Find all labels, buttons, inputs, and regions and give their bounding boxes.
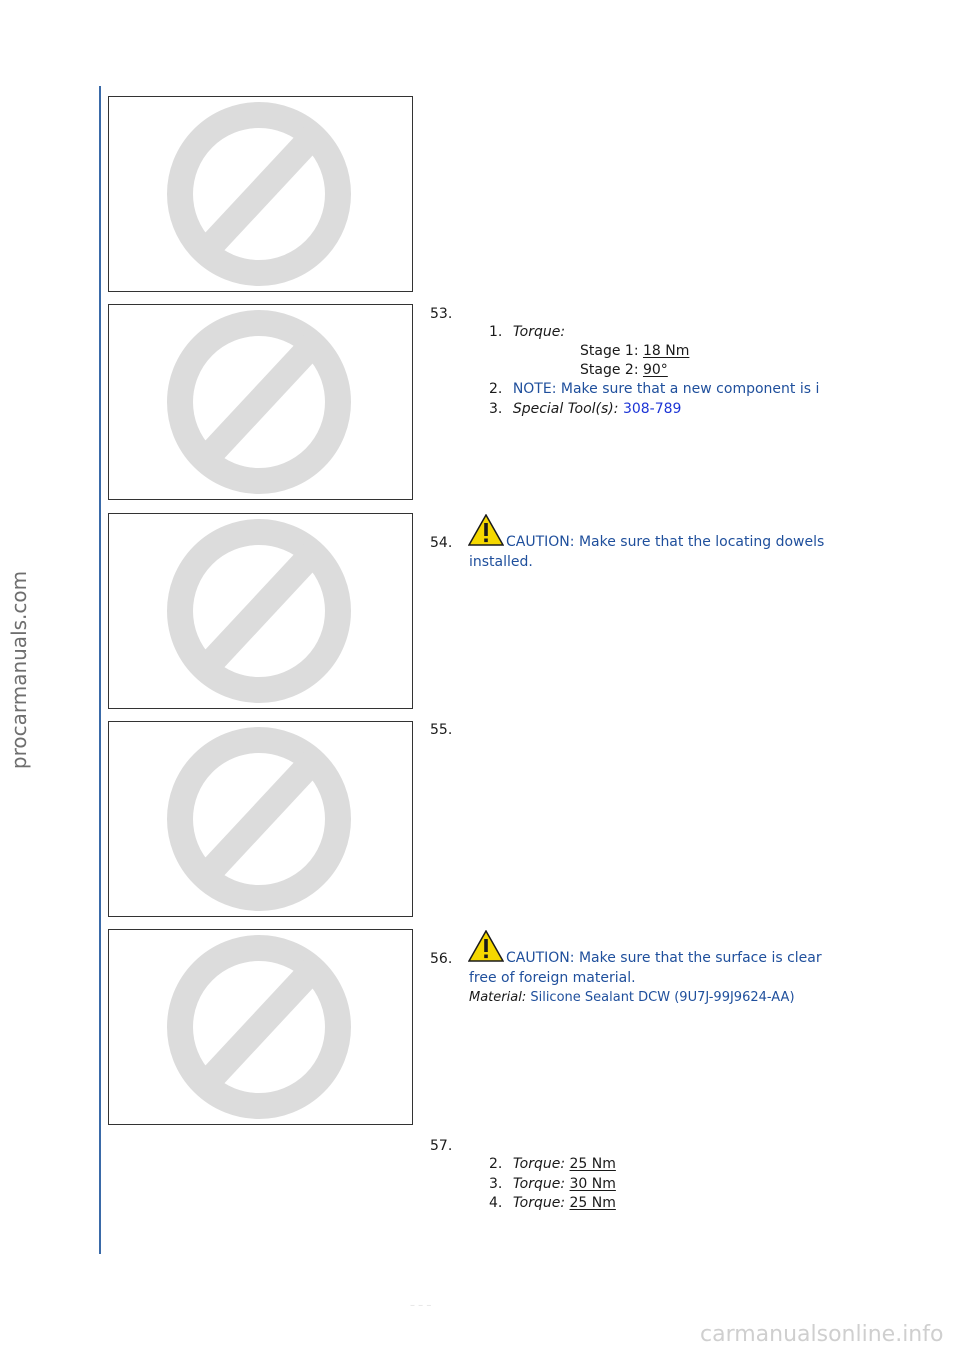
no-image-icon bbox=[109, 305, 412, 499]
step-55 bbox=[430, 722, 875, 742]
footer-watermark: carmanualsonline.info bbox=[700, 1322, 944, 1347]
item-number: 3. bbox=[489, 401, 503, 417]
special-tool-link[interactable]: 308-789 bbox=[622, 401, 682, 417]
torque-value: 25 Nm bbox=[569, 1156, 616, 1172]
step-number: 54. bbox=[430, 535, 453, 551]
caution-text: CAUTION: Make sure that the locating dowels bbox=[506, 534, 825, 550]
stage-label: Stage 1: bbox=[580, 343, 639, 359]
material-label: Material: bbox=[469, 990, 527, 1005]
item-number: 3. bbox=[489, 1176, 503, 1192]
step-number: 53. bbox=[430, 306, 453, 322]
torque-value: 18 Nm bbox=[642, 343, 690, 359]
warning-triangle-icon bbox=[468, 514, 504, 546]
torque-label: Torque: bbox=[512, 1176, 566, 1192]
no-image-icon bbox=[109, 722, 412, 916]
material-value: Silicone Sealant DCW (9U7J-99J9624-AA) bbox=[530, 990, 795, 1005]
item-number: 2. bbox=[489, 381, 503, 397]
item-number: 2. bbox=[489, 1156, 503, 1172]
figure-placeholder bbox=[108, 721, 413, 917]
torque-value: 90° bbox=[642, 362, 668, 378]
step-57 bbox=[430, 1138, 875, 1218]
page-footer-faint: – – – bbox=[410, 1300, 432, 1311]
step-item bbox=[489, 401, 681, 417]
item-number: 4. bbox=[489, 1195, 503, 1211]
figure-placeholder bbox=[108, 929, 413, 1125]
item-number: 1. bbox=[489, 324, 503, 340]
watermark-text: procarmanuals.com bbox=[7, 570, 32, 770]
step-item bbox=[489, 381, 819, 397]
figure-placeholder bbox=[108, 513, 413, 709]
material-line bbox=[469, 990, 795, 1005]
step-54 bbox=[430, 514, 875, 574]
figure-placeholder bbox=[108, 96, 413, 292]
no-image-icon bbox=[109, 930, 412, 1124]
step-number: 55. bbox=[430, 722, 453, 738]
left-rule bbox=[99, 86, 101, 1254]
step-item bbox=[489, 1176, 616, 1192]
step-number: 56. bbox=[430, 951, 453, 967]
step-56 bbox=[430, 930, 875, 1010]
step-53 bbox=[430, 306, 875, 426]
step-number: 57. bbox=[430, 1138, 453, 1154]
torque-label: Torque: bbox=[512, 1156, 566, 1172]
step-item bbox=[489, 324, 565, 340]
torque-stage-2 bbox=[580, 362, 668, 378]
no-image-icon bbox=[109, 97, 412, 291]
torque-value: 25 Nm bbox=[569, 1195, 616, 1211]
caution-text-cont: free of foreign material. bbox=[469, 970, 636, 986]
step-item bbox=[489, 1156, 616, 1172]
warning-triangle-icon bbox=[468, 930, 504, 962]
torque-label: Torque: bbox=[512, 324, 566, 340]
note-text: NOTE: Make sure that a new component is i bbox=[512, 381, 820, 397]
torque-label: Torque: bbox=[512, 1195, 566, 1211]
step-item bbox=[489, 1195, 616, 1211]
caution-text: CAUTION: Make sure that the surface is clear bbox=[506, 950, 822, 966]
side-watermark bbox=[4, 560, 34, 780]
torque-value: 30 Nm bbox=[569, 1176, 616, 1192]
caution-text-cont: installed. bbox=[469, 554, 533, 570]
special-tool-label: Special Tool(s): bbox=[512, 401, 619, 417]
torque-stage-1 bbox=[580, 343, 689, 359]
figure-placeholder bbox=[108, 304, 413, 500]
stage-label: Stage 2: bbox=[580, 362, 639, 378]
no-image-icon bbox=[109, 514, 412, 708]
